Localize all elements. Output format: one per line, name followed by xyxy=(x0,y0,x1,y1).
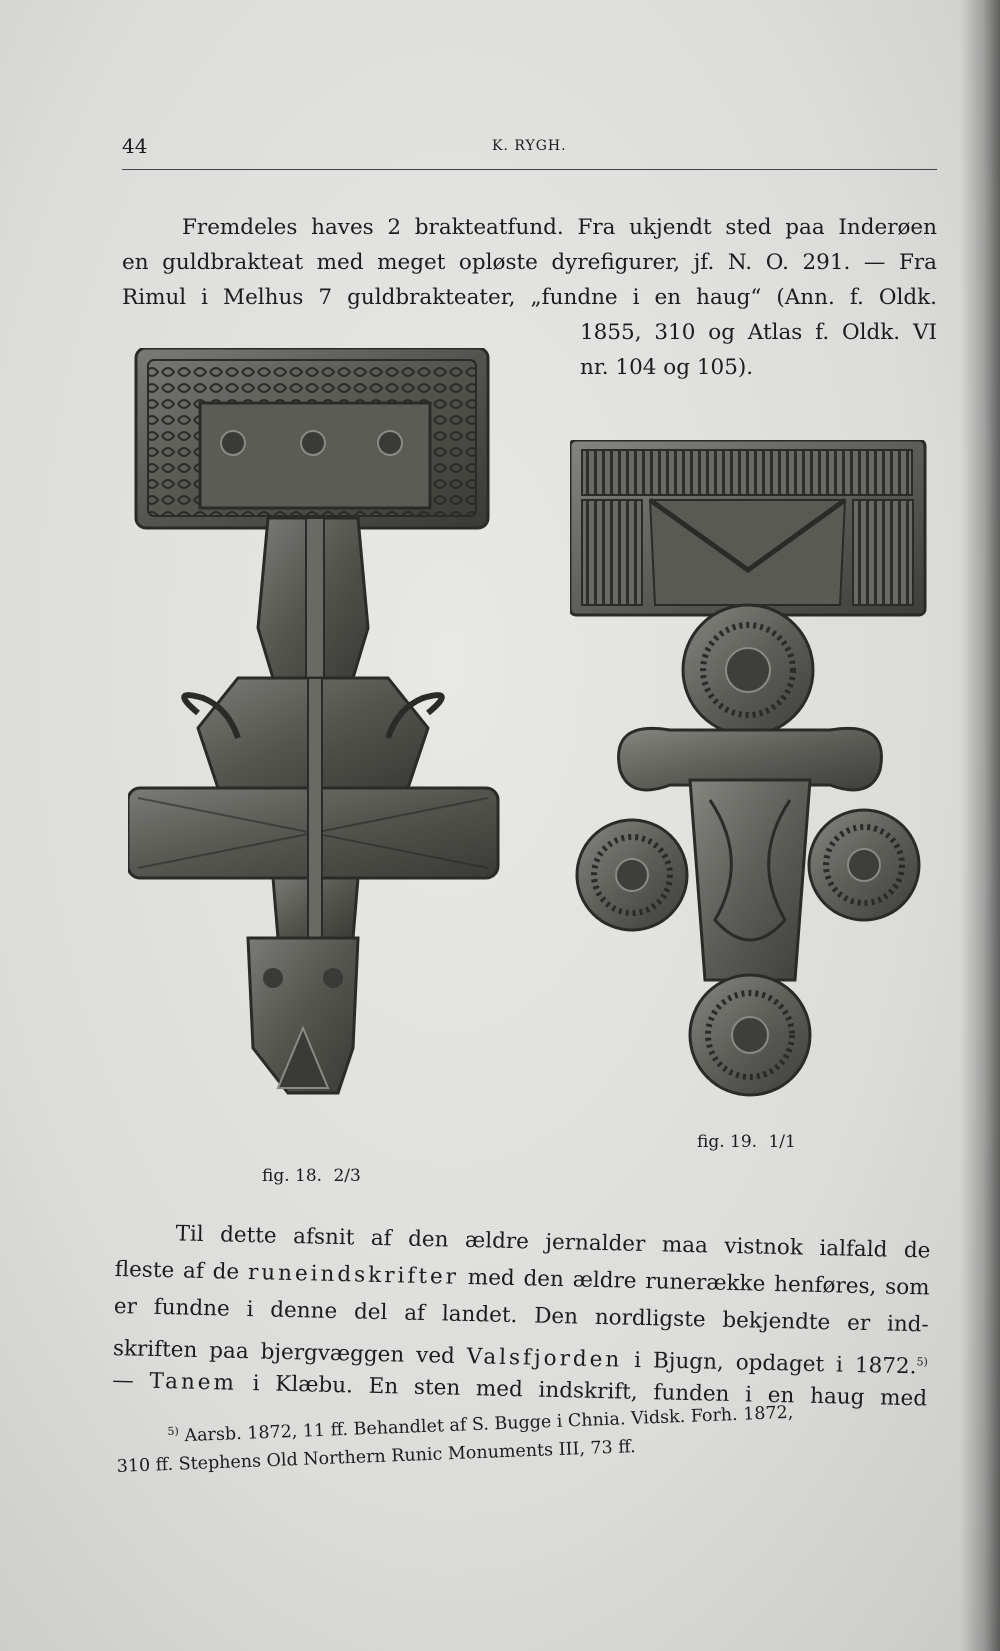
text-line: Fremdeles haves 2 brakteatfund. Fra ukjendt sted paa Inderøen xyxy=(182,215,937,240)
running-head: K. RYGH. xyxy=(492,138,567,154)
footnote-ref: 5) xyxy=(916,1355,929,1369)
page-header xyxy=(122,134,937,170)
paragraph-runeindskrifter xyxy=(112,1215,931,1418)
text-line: en guldbrakteat med meget opløste dyrefigurer, jf. N. O. 291. — Fra xyxy=(122,250,937,275)
text-line: 1855, 310 og Atlas f. Oldk. VI xyxy=(580,320,937,345)
paragraph-brakteat xyxy=(122,210,937,315)
footnote-marker: 5) xyxy=(167,1424,180,1438)
text-line: nr. 104 og 105). xyxy=(580,355,754,380)
figure-19-brooch-image xyxy=(570,440,930,1120)
figure-18-scale: 2/3 xyxy=(333,1166,361,1186)
text-line: skriften paa bjergvæggen ved Valsfjorden i Bjugn, opdaget i 1872.$^{5)}$ xyxy=(112,1336,929,1380)
text-line: fleste af de runeindskrifter med den ældre runerække henføres, som xyxy=(114,1256,930,1301)
text-line: Rimul i Melhus 7 guldbrakteater, „fundne i en haug“ (Ann. f. Oldk. xyxy=(122,285,937,310)
text-line: — Tanem i Klæbu. En sten med indskrift, funden i en haug med xyxy=(111,1367,928,1412)
header-rule xyxy=(122,169,937,170)
figure-19-caption: fig. 19. 1/1 xyxy=(697,1132,796,1152)
page-gutter-shadow xyxy=(960,0,1000,1651)
text-line: Til dette afsnit af den ældre jernalder maa vistnok ialfald de xyxy=(175,1221,931,1264)
footnote-line: 310 ff. Stephens Old Northern Runic Monuments III, 73 ff. xyxy=(116,1436,637,1477)
figure-18-caption: fig. 18. 2/3 xyxy=(262,1166,361,1186)
footnote-line: $^{5)}$ Aarsb. 1872, 11 ff. Behandlet af S. Bugge i Chnia. Vidsk. Forh. 1872, xyxy=(167,1402,794,1447)
figure-18-brooch-image xyxy=(128,348,538,1158)
text-line: er fundne i denne del af landet. Den nordligste bekjendte er ind- xyxy=(113,1293,929,1338)
figure-19-scale: 1/1 xyxy=(768,1132,796,1152)
page-number: 44 xyxy=(122,134,148,158)
